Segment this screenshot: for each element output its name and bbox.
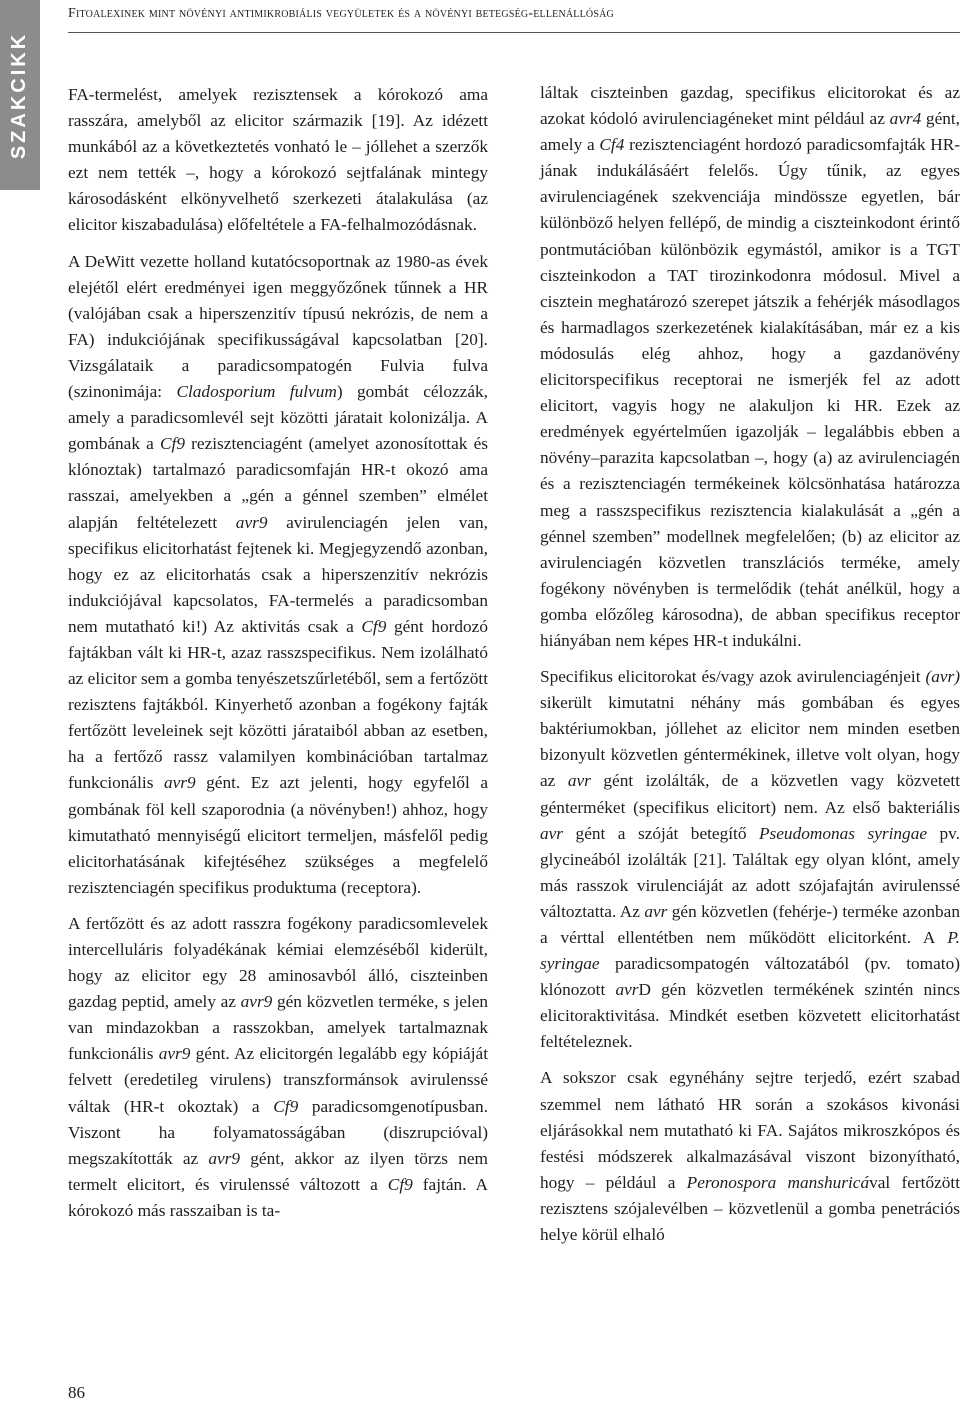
section-tab [0,0,40,190]
paragraph: A DeWitt vezette holland kutatócsoportnak az 1980-as évek elejétől elért eredményei igen meggyőzőnek tűnnek a HR (valójában csak a hiperszenzitív típusú nekrózis, de nem a FA) indukciójának specifikusságával kapcsolatban [20]. Vizsgálataik a paradicsompatogén Fulvia fulva (szinonimája: Cladosporium fulvum) gombát célozzák, amely a paradicsomlevél sejt közötti járatait kolonizálja. A gombának a Cf9 rezisztenciagént (amelyet azonosítottak és klónoztak) tartalmazó paradicsomfaján HR-t okozó ama rasszai, amelyekben a „gén a génnel szemben” elmélet alapján feltételezett avr9 avirulenciagén jelen van, specifikus elicitorhatást fejtenek ki. Megjegyzendő azonban, hogy ez az elicitorhatás csak a hiperszenzitív nekrózis indukciójával kapcsolatos, FA-termelés a paradicsomban nem mutatható ki!) Az aktivitás csak a Cf9 gént hordozó fajtákban vált ki HR-t, azaz rasszspecifikus. Nem izolálható az elicitor sem a gomba tenyészetszűrletéből, sem a fertőzött rezisztens fajtákból. Kinyerhető azonban a fogékony fajták fertőzött leveleinek sejt közötti járataiból abban az esetben, ha a fertőző rassz valamilyen kombinációban tartalmaz funkcionális avr9 gént. Ez azt jelenti, hogy egyfelől a gombának föl kell szaporodnia (a növényben!) ahhoz, hogy kimutatható mennyiségű elicitort termeljen, másfelől pedig elicitorhatásának kifejtéséhez szükséges a megfelelő rezisztenciagén specifikus produktuma (receptora). [68,251,489,897]
right-column [540,80,960,1248]
running-header-title: Fitoalexinek mint növényi antimikrobiális vegyületek és a növényi betegség-ellenállóság [68,6,614,21]
section-tab-label: SZAKCIKK [8,31,31,159]
running-header [68,6,950,22]
paragraph: láltak ciszteinben gazdag, specifikus elicitorokat és az azokat kódoló avirulenciagéneket mint például az avr4 gént, amely a Cf4 rezisztenciagént hordozó paradicsomfajták HR-jának indukálásáért felelős. Úgy tűnik, az egyes avirulenciagének szekvenciája mindössze egyetlen, bár különböző helyen fellépő, de mindig a ciszteinkodont érintő pontmutációban különbözik egymástól, amikor is a TGT ciszteinkodon a TAT tirozinkodonra módosul. Mivel a cisztein meghatározó szerepet játszik a fehérjék másodlagos és harmadlagos szerkezetének kialakításában, már ez a kis módosulás elég ahhoz, hogy a gazdanövény elicitorspecifikus receptorai ne ismerjék fel az adott elicitort, vagyis hogy ne alakuljon ki HR. Ezek az eredmények egyértelműen igazolják – legalábbis ebben a növény–parazita kapcsolatban –, hogy (a) az avirulenciagén és a rezisztenciagén termékeinek kölcsönhatása határozza meg a rasszspecifikus rezisztencia kialakulását a „gén a génnel szemben” modellnek megfelelően; (b) az elicitor az avirulenciagén közvetlen transzlációs terméke, amely fogékony növényben is termelődik (tehát anélkül, hogy a gomba előzőleg károsodna), de abban specifikus receptor hiányában nem képes HR-t indukálni. [540,83,960,650]
paragraph: Specifikus elicitorokat és/vagy azok avirulenciagénjeit (avr) sikerült kimutatni néhány más gombában és egyes baktériumokban, jóllehet az elicitor nem minden esetben bizonyult közvetlen géntermékinek, illetve volt olyan, hogy az avr gént izolálták, de a közvetlen vagy közvetett génterméket (specifikus elicitort) nem. Az első bakteriális avr gént a szóját betegítő Pseudomonas syringae pv. glycineából izolálták [21]. Találtak egy olyan klónt, amely más rasszok virulenciáját az adott szójafajtán avirulenssé változtatta. Az avr gén közvetlen (fehérje-) terméke azonban a vérttal ellentétben nem működött elicitorként. A P. syringae paradicsompatogén változatából (pv. tomato) klónozott avrD gén közvetlen termékének szintén nincs elicitoraktivitása. Mindkét esetben közvetett elicitorhatást feltételeznek. [540,667,960,1052]
left-column [68,82,488,1224]
paragraph: FA-termelést, amelyek rezisztensek a kórokozó ama rasszára, amelyből az elicitor származik [19]. Az idézett munkából az a következtetés vonható le – jóllehet a szerzők ezt nem tették –, hogy a kórokozó sejtfalának mintegy károsodásként elkönyvelhető szerkezeti átalakulása (az elicitor kiszabadulása) előfeltétele a FA-felhalmozódásnak. [68,85,488,235]
header-divider [68,32,960,33]
paragraph: A fertőzött és az adott rasszra fogékony paradicsomlevelek intercelluláris folyadékának kémiai elemzéséből kiderült, hogy az elicitor egy 28 aminosavból álló, ciszteinben gazdag peptid, amely az avr9 gén közvetlen terméke, s jelen van mindazokban a rasszokban, amelyek tartalmaznak funkcionális avr9 gént. Az elicitorgén legalább egy kópiáját felvett (eredetileg virulens) transzformánsok avirulenssé váltak (HR-t okoztak) a Cf9 paradicsomgenotípusban. Viszont ha folyamatosságában (diszrupcióval) megszakították az avr9 gént, akkor az ilyen törzs nem termelt elicitort, és virulenssé változott a Cf9 fajtán. A kórokozó más rasszaiban is ta- [68,913,489,1220]
page-number: 86 [68,1383,85,1402]
paragraph: A sokszor csak egynéhány sejtre terjedő, ezért szabad szemmel nem látható HR során a szokásos kivonási eljárásokkal nem mutatható ki FA. Sajátos mikroszkópos és festési módszerek alkalmazásával viszont bizonyítható, hogy – például a Peronospora manshuricával fertőzött rezisztens szójalevélben – közvetlenül a gomba penetrációs helye körül elhaló [540,1068,960,1245]
